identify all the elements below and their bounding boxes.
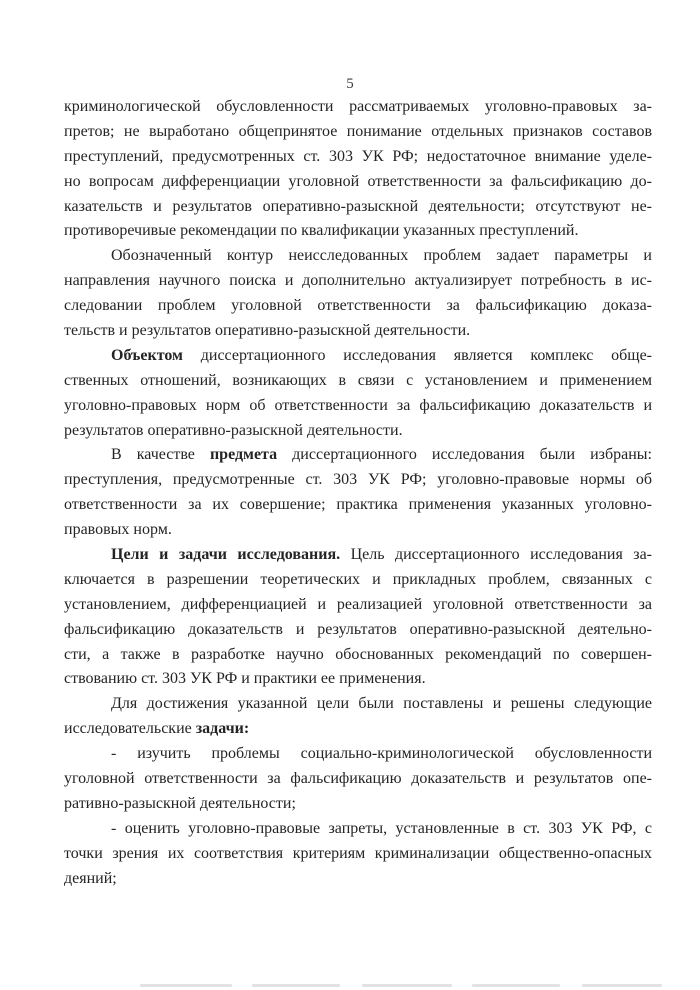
text-line: криминологической обусловленности рассматриваемых уголовно-правовых за- <box>64 98 652 115</box>
text-line: уголовной ответственности за фальсификацию доказательств и результатов опе- <box>64 770 652 788</box>
text-line: преступлений, предусмотренных ст. 303 УК РФ; недостаточное внимание уделе- <box>64 147 652 165</box>
cutoff-text-fragment <box>582 984 662 987</box>
text-line: деяний; <box>64 869 117 887</box>
text-line: точки зрения их соответствия критериям криминализации общественно-опасных <box>64 844 652 862</box>
text-line: Цели и задачи исследования. Цель диссертационного исследования за- <box>111 546 652 564</box>
text-line: но вопросам дифференциации уголовной ответственности за фальсификацию до- <box>64 172 652 190</box>
text-line: сти, а также в разработке научно обоснованных рекомендаций по совершен- <box>64 645 652 663</box>
cutoff-text-fragment <box>252 984 340 987</box>
text-line: правовых норм. <box>64 521 172 539</box>
text-line: ключается в разрешении теоретических и прикладных проблем, связанных с <box>64 570 652 588</box>
text-line: В качестве предмета диссертационного исследования были избраны: <box>111 446 652 464</box>
text-line: - изучить проблемы социально-криминологической обусловленности <box>111 745 652 763</box>
text-line: тельств и результатов оперативно-разыскной деятельности. <box>64 322 471 340</box>
cutoff-text-fragment <box>140 984 232 987</box>
text-line: уголовно-правовых норм об ответственности за фальсификацию доказательств и <box>64 396 652 414</box>
text-line: противоречивые рекомендации по квалификации указанных преступлений. <box>64 222 579 240</box>
text-line: Объектом диссертационного исследования является комплекс обще- <box>111 346 652 364</box>
text-line: претов; не выработано общепринятое понимание отдельных признаков составов <box>64 122 652 140</box>
cutoff-text-fragment <box>362 984 452 987</box>
text-line: фальсификацию доказательств и результатов оперативно-разыскной деятельно- <box>64 620 652 638</box>
text-line: ствованию ст. 303 УК РФ и практики ее применения. <box>64 670 426 688</box>
text-line: ративно-разыскной деятельности; <box>64 794 296 812</box>
text-line: преступления, предусмотренные ст. 303 УК РФ; уголовно-правовые нормы об <box>64 471 652 489</box>
text-line: ственных отношений, возникающих в связи с установлением и применением <box>64 371 652 389</box>
cutoff-text-fragment <box>472 984 560 987</box>
text-line: следовании проблем уголовной ответственности за фальсификацию доказа- <box>64 297 652 315</box>
document-body <box>64 95 652 892</box>
text-line: установлением, дифференциацией и реализацией уголовной ответственности за <box>64 595 652 613</box>
text-line: ответственности за их совершение; практика применения указанных уголовно- <box>64 496 652 514</box>
text-line: Для достижения указанной цели были поставлены и решены следующие <box>111 695 652 713</box>
text-line: исследовательские задачи: <box>64 720 250 738</box>
text-line: результатов оперативно-разыскной деятельности. <box>64 421 403 439</box>
text-line: казательств и результатов оперативно-разыскной деятельности; отсутствуют не- <box>64 197 652 215</box>
text-line: направления научного поиска и дополнительно актуализирует потребность в ис- <box>64 272 652 290</box>
page-number: 5 <box>346 76 354 92</box>
text-line: - оценить уголовно-правовые запреты, установленные в ст. 303 УК РФ, с <box>111 819 652 837</box>
next-line-cutoff-artifact <box>0 983 700 988</box>
text-line: Обозначенный контур неисследованных проблем задает параметры и <box>111 247 652 265</box>
